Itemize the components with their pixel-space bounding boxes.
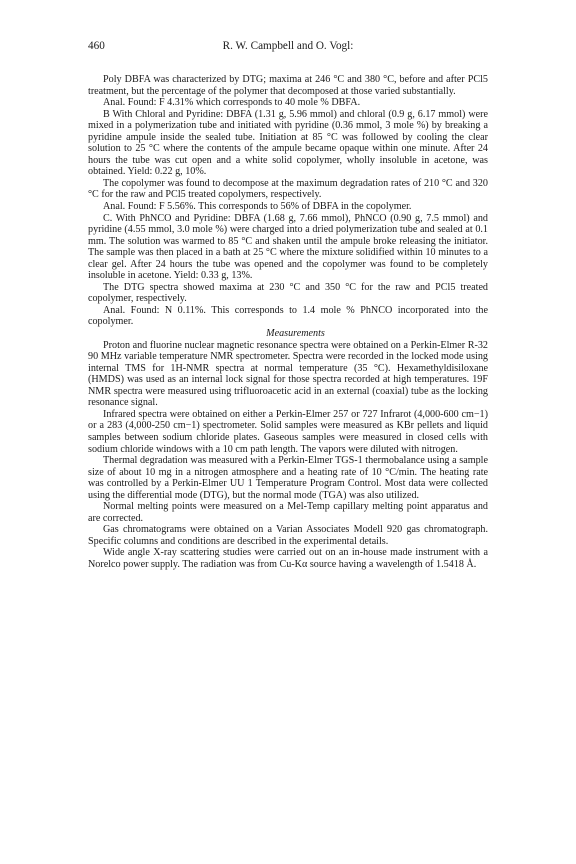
- body-text: [88, 74, 488, 571]
- paragraph: Thermal degradation was measured with a Perkin-Elmer TGS-1 thermobalance using a sample size of about 10 mg in a nitrogen atmosphere and a heating rate of 10 °C/min. The heating rate was controlled by a Perkin-Elmer UU 1 Temperature Program Control. Most data were collected using the differential mode (DTG), but the normal mode (TGA) was also utilized.: [88, 455, 488, 501]
- paragraph: The copolymer was found to decompose at the maximum degradation rates of 210 °C and 320 °C for the raw and PCl5 treated copolymers, respectively.: [88, 177, 488, 201]
- running-header: [88, 40, 488, 54]
- section-heading: Measurements: [266, 328, 325, 340]
- paragraph: Infrared spectra were obtained on either a Perkin-Elmer 257 or 727 Infrarot (4,000-600 cm−1) or a 283 (4,000-250 cm−1) spectrometer. Solid samples were measured as KBr pellets and liquid samples between sodium chloride plates. Gaseous samples were measured in closed cells with sodium chloride windows with a 10 cm path length. The vapors were diluted with nitrogen.: [88, 408, 488, 455]
- paragraph: The DTG spectra showed maxima at 230 °C and 350 °C for the raw and PCl5 treated copolymer, respectively.: [88, 281, 488, 305]
- paragraph: Anal. Found: N 0.11%. This corresponds to 1.4 mole % PhNCO incorporated into the copolymer.: [88, 304, 488, 328]
- page-number: 460: [88, 40, 105, 52]
- paragraph: Wide angle X-ray scattering studies were carried out on an in-house made instrument with a Norelco power supply. The radiation was from Cu-Kα source having a wavelength of 1.5418 Å.: [88, 547, 488, 570]
- paragraph: Gas chromatograms were obtained on a Varian Associates Modell 920 gas chromatograph. Specific columns and conditions are described in the experimental details.: [88, 524, 488, 547]
- paragraph: Anal. Found: F 5.56%. This corresponds to 56% of DBFA in the copolymer.: [103, 201, 412, 213]
- paragraph: C. With PhNCO and Pyridine: DBFA (1.68 g, 7.66 mmol), PhNCO (0.90 g, 7.5 mmol) and pyridine (4.55 mmol, 3.0 mole %) were charged into a dried polymerization tube and sealed at 0.1 mm. The solution was warmed to 85 °C and shaken until the ampule broke releasing the initiator. The sample was then placed in a bath at 25 °C where the mixture solidified within 10 minutes to a clear gel. After 24 hours the tube was opened and the copolymer was found to be completely insoluble in acetone. Yield: 0.33 g, 13%.: [88, 212, 488, 282]
- paragraph: B With Chloral and Pyridine: DBFA (1.31 g, 5.96 mmol) and chloral (0.9 g, 6.17 mmol) were mixed in a polymerization tube and initiated with pyridine (0.36 mmol, 3 mole %) by breaking a pyridine ampule inside the sealed tube. Initiation at 85 °C was followed by cooling the clear solution to 25 °C where the contents of the ampule became opaque within one minute. After 24 hours the tube was cut open and a white solid copolymer, wholly insoluble in acetone, was obtained. Yield: 0.22 g, 10%.: [88, 108, 488, 178]
- paragraph: Proton and fluorine nuclear magnetic resonance spectra were obtained on a Perkin-Elmer R-32 90 MHz variable temperature NMR spectrometer. Spectra were recorded in the locked mode using internal TMS for 1H-NMR spectra at normal temperature (35 °C). Hexamethyldisiloxane (HMDS) was used as an internal lock signal for those spectra recorded at high temperatures. 19F NMR spectra were measured using trifluoroacetic acid in an external (coaxial) tube as the locking resonance signal.: [88, 339, 488, 409]
- paragraph: Anal. Found: F 4.31% which corresponds to 40 mole % DBFA.: [103, 97, 361, 109]
- paragraph: Normal melting points were measured on a Mel-Temp capillary melting point apparatus and are corrected.: [88, 501, 488, 524]
- running-head-authors: R. W. Campbell and O. Vogl:: [222, 40, 354, 52]
- paragraph: Poly DBFA was characterized by DTG; maxima at 246 °C and 380 °C, before and after PCl5 treatment, but the percentage of the polymer that decomposed at those varied substantially.: [88, 74, 488, 97]
